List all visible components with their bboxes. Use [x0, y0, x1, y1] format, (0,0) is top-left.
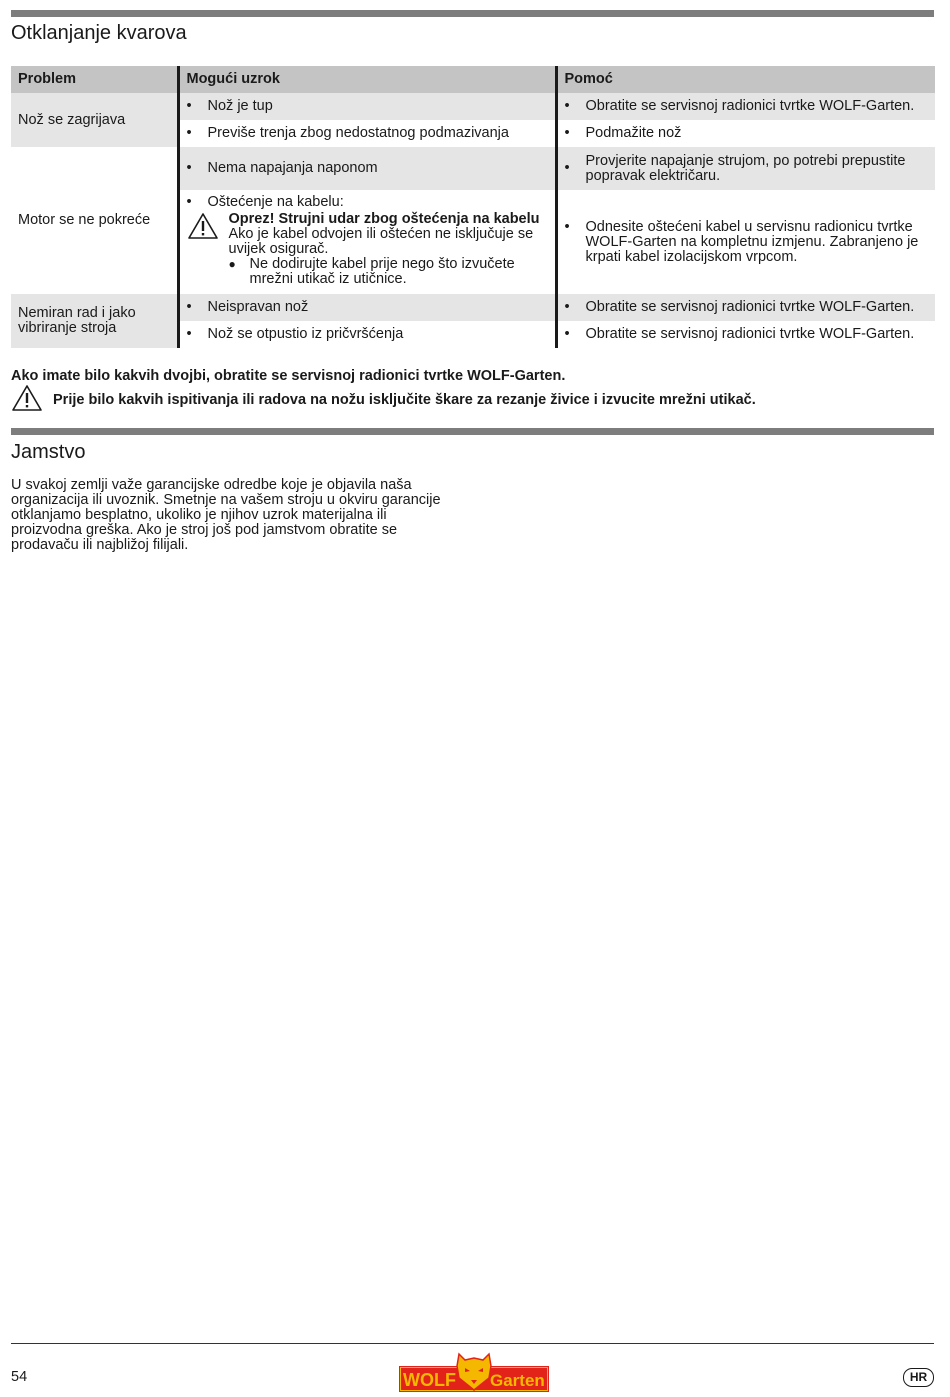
cause-text: Nema napajanja naponom: [207, 160, 378, 176]
help-text: Obratite se servisnoj radionici tvrtke WOLF-Garten.: [585, 299, 915, 315]
problem-cell: Nemiran rad i jako vibriranje stroja: [11, 294, 178, 348]
table-row: Nemiran rad i jako vibriranje stroja • Neispravan nož • Obratite se servisnoj radionici tvrtke WOLF-Garten.: [11, 294, 935, 321]
troubleshooting-table: [11, 66, 935, 348]
language-badge: HR: [903, 1368, 934, 1387]
table-row: • Oštećenje na kabelu: Oprez! Strujni udar zbog oštećenja na kabelu Ako je kabel odvojen ili oštećen ne isključuje se uvijek osigurač. ● Ne dodirujte kabel prije nego što izvučete mrežni utikač iz utičnice. • Odnesite oštećeni kabel u servisnu radionicu tvrtke WOLF-Garten na kompletnu izmjenu. Zabranjeno je krpati kabel izolacijskom vrpcom.: [11, 190, 935, 294]
warning-text: Ako je kabel odvojen ili oštećen ne isključuje se uvijek osigurač.: [228, 226, 534, 257]
logo-garten-text: Garten: [490, 1371, 545, 1390]
cause-text: Neispravan nož: [207, 299, 309, 315]
table-row: Motor se ne pokreće • Nema napajanja naponom • Provjerite napajanje strujom, po potrebi prepustite popravak električaru.: [11, 147, 935, 190]
cause-text: Previše trenja zbog nedostatnog podmazivanja: [207, 125, 509, 141]
warranty-text: U svakoj zemlji važe garancijske odredbe koje je objavila naša organizacija ili uvoznik. Smetnje na vašem stroju u okviru garancije otklanjamo besplatno, ukoliko je njihov uzrok materijalna ili proizvodna greška. Ako je stroj još pod jamstvom obratite se prodavaču ili najbližoj filijali.: [11, 477, 441, 553]
problem-cell: Motor se ne pokreće: [11, 147, 178, 294]
cause-text: Oštećenje na kabelu:: [207, 194, 344, 210]
bullet-disc-icon: ●: [228, 257, 236, 271]
note-text: Ako imate bilo kakvih dvojbi, obratite se servisnoj radionici tvrtke WOLF-Garten.: [11, 368, 566, 384]
help-text: Podmažite nož: [585, 125, 682, 141]
warning-triangle-icon: [11, 384, 53, 416]
section-bar-top: [11, 10, 934, 17]
logo-wolf-text: WOLF: [403, 1370, 456, 1390]
warning-title: Oprez! Strujni udar zbog oštećenja na kabelu: [228, 211, 540, 227]
help-text: Odnesite oštećeni kabel u servisnu radionicu tvrtke WOLF-Garten na kompletnu izmjenu. Zabranjeno je krpati kabel izolacijskom vrpcom.: [585, 218, 919, 265]
warning-sub-text: Ne dodirujte kabel prije nego što izvučete mrežni utikač iz utičnice.: [249, 256, 515, 287]
warning-triangle-icon: [187, 212, 229, 287]
header-help: Pomoć: [556, 66, 935, 93]
problem-cell: Nož se zagrijava: [11, 93, 178, 147]
cause-text: Nož je tup: [207, 98, 273, 114]
warning-note-text: Prije bilo kakvih ispitivanja ili radova na nožu isključite škare za rezanje živice i izvucite mrežni utikač.: [53, 392, 756, 408]
help-text: Provjerite napajanje strujom, po potrebi prepustite popravak električaru.: [585, 152, 906, 184]
header-problem: Problem: [11, 66, 178, 93]
help-text: Obratite se servisnoj radionici tvrtke WOLF-Garten.: [585, 326, 915, 342]
footer-divider: [11, 1343, 934, 1344]
help-text: Obratite se servisnoj radionici tvrtke WOLF-Garten.: [585, 98, 915, 114]
section-title-warranty: Jamstvo: [11, 441, 86, 463]
section-title-troubleshooting: Otklanjanje kvarova: [11, 22, 187, 44]
cause-text: Nož se otpustio iz pričvršćenja: [207, 326, 404, 342]
table-row: Nož se zagrijava • Nož je tup • Obratite se servisnoj radionici tvrtke WOLF-Garten.: [11, 93, 935, 120]
page-number: 54: [11, 1369, 28, 1385]
table-row: • Nož se otpustio iz pričvršćenja • Obratite se servisnoj radionici tvrtke WOLF-Garten.: [11, 321, 935, 348]
table-header-row: [11, 66, 935, 93]
wolf-garten-logo: [399, 1352, 549, 1392]
table-row: • Previše trenja zbog nedostatnog podmazivanja • Podmažite nož: [11, 120, 935, 147]
warning-note: [11, 384, 756, 416]
header-cause: Mogući uzrok: [178, 66, 556, 93]
section-bar-warranty: [11, 428, 934, 435]
